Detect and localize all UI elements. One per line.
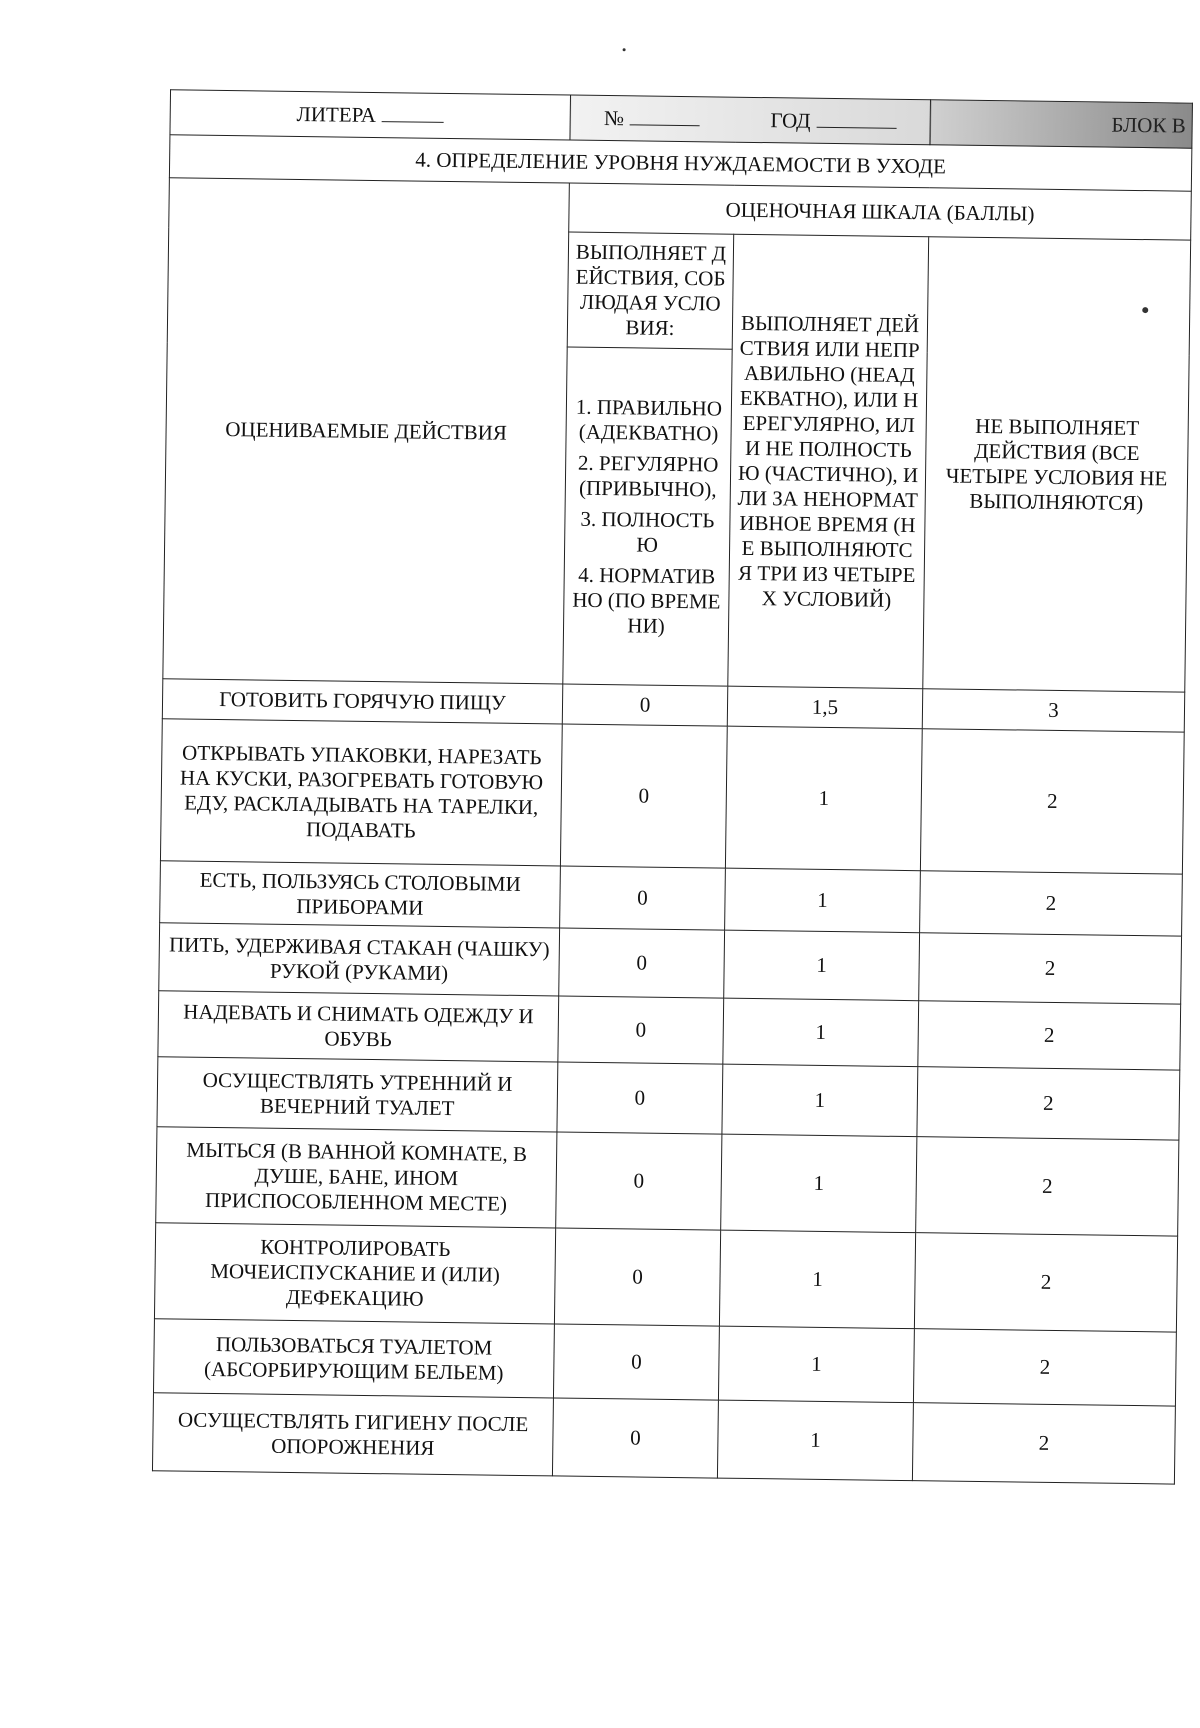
year-blank[interactable]: [816, 125, 896, 128]
number-field: [570, 95, 931, 145]
condition-item: 3. ПОЛНОСТЬЮ: [580, 506, 715, 557]
score-0: 0: [560, 724, 727, 868]
table-row: [152, 1393, 1175, 1484]
table-row: [156, 1127, 1179, 1236]
assessment-table: [152, 89, 1193, 1484]
score-2: 2: [914, 1233, 1177, 1332]
action-label: ПОЛЬЗОВАТЬСЯ ТУАЛЕТОМ (АБСОРБИРУЮЩИМ БЕЛЬЕМ): [153, 1319, 554, 1398]
section-title: 4. ОПРЕДЕЛЕНИЕ УРОВНЯ НУЖДАЕМОСТИ В УХОДЕ: [169, 135, 1191, 191]
col3-header: НЕ ВЫПОЛНЯЕТ ДЕЙСТВИЯ (ВСЕ ЧЕТЫРЕ УСЛОВИЯ НЕ ВЫПОЛНЯЮТСЯ): [923, 237, 1191, 692]
score-1: 1: [722, 1064, 918, 1137]
score-0: 0: [554, 1228, 720, 1326]
score-1: 1: [724, 930, 920, 1001]
col2-header: ВЫПОЛНЯЕТ ДЕЙСТВИЯ ИЛИ НЕПРАВИЛЬНО (НЕАДЕКВАТНО), ИЛИ НЕРЕГУЛЯРНО, ИЛИ НЕ ПОЛНОСТЬЮ (ЧАСТИЧНО), ИЛИ ЗА НЕНОРМАТИВНОЕ ВРЕМЯ (НЕ ВЫПОЛНЯЮТСЯ ТРИ ИЗ ЧЕТЫРЕХ УСЛОВИЙ): [728, 234, 929, 689]
score-2: 2: [919, 933, 1182, 1004]
score-1: 1: [721, 1134, 917, 1233]
block-label: БЛОК В: [1111, 112, 1186, 138]
action-label: НАДЕВАТЬ И СНИМАТЬ ОДЕЖДУ И ОБУВЬ: [158, 991, 559, 1062]
action-label: ОТКРЫВАТЬ УПАКОВКИ, НАРЕЗАТЬ НА КУСКИ, РАЗОГРЕВАТЬ ГОТОВУЮ ЕДУ, РАСКЛАДЫВАТЬ НА ТАРЕЛКИ, ПОДАВАТЬ: [160, 719, 562, 866]
score-2: 2: [920, 729, 1184, 874]
score-2: 2: [918, 1001, 1181, 1070]
score-0: 0: [556, 1132, 722, 1230]
action-label: ОСУЩЕСТВЛЯТЬ УТРЕННИЙ И ВЕЧЕРНИЙ ТУАЛЕТ: [157, 1057, 558, 1132]
litera-blank[interactable]: [382, 120, 444, 123]
col1-conditions: [563, 347, 732, 686]
scale-header: ОЦЕНОЧНАЯ ШКАЛА (БАЛЛЫ): [569, 183, 1192, 240]
score-2: 2: [916, 1137, 1179, 1236]
score-2: 3: [922, 689, 1185, 732]
action-label: ГОТОВИТЬ ГОРЯЧУЮ ПИЩУ: [162, 679, 562, 724]
score-0: 0: [560, 866, 726, 930]
score-1: 1: [718, 1326, 914, 1403]
table-row: [157, 1057, 1180, 1140]
condition-item: 4. НОРМАТИВНО (ПО ВРЕМЕНИ): [572, 562, 721, 638]
score-0: 0: [558, 996, 724, 1064]
action-label: ЕСТЬ, ПОЛЬЗУЯСЬ СТОЛОВЫМИ ПРИБОРАМИ: [160, 861, 561, 928]
scan-speck: [623, 48, 626, 51]
score-0: 0: [559, 928, 725, 998]
action-label: ОСУЩЕСТВЛЯТЬ ГИГИЕНУ ПОСЛЕ ОПОРОЖНЕНИЯ: [152, 1393, 553, 1476]
score-0: 0: [553, 1324, 719, 1400]
litera-label: ЛИТЕРА: [296, 101, 377, 127]
col1-header: ВЫПОЛНЯЕТ ДЕЙСТВИЯ, СОБЛЮДАЯ УСЛОВИЯ:: [567, 232, 733, 349]
litera-field: [170, 90, 571, 140]
year-label: ГОД: [770, 107, 811, 133]
block-field: [930, 100, 1193, 148]
score-1: 1: [725, 726, 922, 871]
score-2: 2: [913, 1329, 1176, 1406]
score-0: 0: [562, 684, 728, 726]
table-row: [154, 1223, 1177, 1332]
table-row: [160, 719, 1184, 874]
table-row: [153, 1319, 1176, 1406]
score-1: 1: [717, 1400, 913, 1481]
score-2: 2: [912, 1403, 1175, 1484]
score-1: 1: [719, 1230, 915, 1329]
number-label: №: [603, 105, 625, 130]
number-blank[interactable]: [630, 123, 700, 126]
actions-header: ОЦЕНИВАЕМЫЕ ДЕЙСТВИЯ: [163, 178, 570, 684]
action-label: ПИТЬ, УДЕРЖИВАЯ СТАКАН (ЧАШКУ) РУКОЙ (РУКАМИ): [159, 923, 560, 996]
score-1: 1: [723, 998, 919, 1067]
score-1: 1,5: [727, 686, 923, 729]
condition-item: 2. РЕГУЛЯРНО (ПРИВЫЧНО),: [577, 450, 719, 501]
condition-item: 1. ПРАВИЛЬНО (АДЕКВАТНО): [575, 394, 723, 446]
action-label: КОНТРОЛИРОВАТЬ МОЧЕИСПУСКАНИЕ И (ИЛИ) ДЕФЕКАЦИЮ: [154, 1223, 555, 1324]
score-2: 2: [917, 1067, 1180, 1140]
score-0: 0: [557, 1062, 723, 1134]
action-label: МЫТЬСЯ (В ВАННОЙ КОМНАТЕ, В ДУШЕ, БАНЕ, ИНОМ ПРИСПОСОБЛЕННОМ МЕСТЕ): [156, 1127, 557, 1228]
score-2: 2: [920, 871, 1183, 936]
score-0: 0: [552, 1398, 718, 1478]
score-1: 1: [725, 868, 921, 933]
